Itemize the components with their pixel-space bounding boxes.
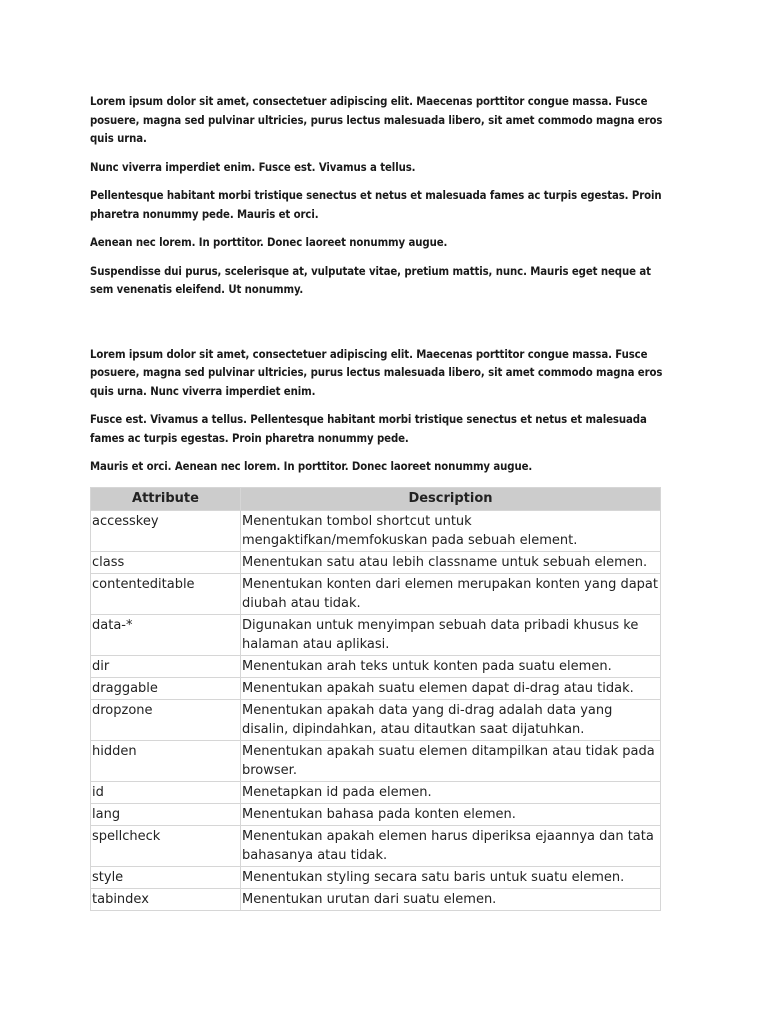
bottom-paragraphs — [90, 346, 670, 477]
paragraph: Fusce est. Vivamus a tellus. Pellentesque habitant morbi tristique senectus et netus et malesuada fames ac turpis egestas. Proin pharetra nonummy pede. — [90, 413, 647, 445]
table-row — [91, 888, 661, 910]
attribute-cell: lang — [91, 803, 241, 825]
section-spacer — [90, 310, 670, 346]
column-header-description: Description — [241, 487, 661, 510]
attribute-table — [90, 487, 661, 911]
description-cell: Digunakan untuk menyimpan sebuah data pribadi khusus ke halaman atau aplikasi. — [241, 614, 661, 655]
attribute-cell: hidden — [91, 740, 241, 781]
attribute-cell: accesskey — [91, 510, 241, 551]
table-row — [91, 699, 661, 740]
document-page — [90, 93, 670, 911]
attribute-cell: dir — [91, 655, 241, 677]
description-cell: Menentukan apakah elemen harus diperiksa ejaannya dan tata bahasanya atau tidak. — [241, 825, 661, 866]
description-cell: Menentukan apakah suatu elemen ditampilkan atau tidak pada browser. — [241, 740, 661, 781]
table-row — [91, 614, 661, 655]
attribute-cell: tabindex — [91, 888, 241, 910]
paragraph: Lorem ipsum dolor sit amet, consectetuer adipiscing elit. Maecenas porttitor congue massa. Fusce posuere, magna sed pulvinar ultricies, purus lectus malesuada libero, sit amet commodo magna eros quis urna. Nunc viverra imperdiet enim. — [90, 347, 663, 398]
attribute-cell: contenteditable — [91, 573, 241, 614]
column-header-attribute: Attribute — [91, 487, 241, 510]
description-cell: Menetapkan id pada elemen. — [241, 781, 661, 803]
attribute-cell: dropzone — [91, 699, 241, 740]
description-cell: Menentukan bahasa pada konten elemen. — [241, 803, 661, 825]
paragraph: Pellentesque habitant morbi tristique senectus et netus et malesuada fames ac turpis egestas. Proin pharetra nonummy pede. Mauris et orci. — [90, 189, 662, 221]
description-cell: Menentukan apakah suatu elemen dapat di-drag atau tidak. — [241, 677, 661, 699]
description-cell: Menentukan konten dari elemen merupakan konten yang dapat diubah atau tidak. — [241, 573, 661, 614]
paragraph: Suspendisse dui purus, scelerisque at, vulputate vitae, pretium mattis, nunc. Mauris eget neque at sem venenatis eleifend. Ut nonummy. — [90, 264, 651, 296]
paragraph: Mauris et orci. Aenean nec lorem. In porttitor. Donec laoreet nonummy augue. — [90, 460, 533, 473]
table-row — [91, 740, 661, 781]
paragraph: Nunc viverra imperdiet enim. Fusce est. Vivamus a tellus. — [90, 160, 416, 174]
attribute-cell: class — [91, 551, 241, 573]
table-row — [91, 655, 661, 677]
paragraph: Lorem ipsum dolor sit amet, consectetuer adipiscing elit. Maecenas porttitor congue massa. Fusce posuere, magna sed pulvinar ultricies, purus lectus malesuada libero, sit amet commodo magna eros quis urna. — [90, 95, 663, 145]
attribute-cell: style — [91, 866, 241, 888]
table-row — [91, 510, 661, 551]
table-row — [91, 803, 661, 825]
table-row — [91, 677, 661, 699]
description-cell: Menentukan styling secara satu baris untuk suatu elemen. — [241, 866, 661, 888]
attribute-cell: draggable — [91, 677, 241, 699]
table-row — [91, 573, 661, 614]
top-paragraphs — [90, 93, 670, 300]
description-cell: Menentukan satu atau lebih classname untuk sebuah elemen. — [241, 551, 661, 573]
attribute-cell: data-* — [91, 614, 241, 655]
description-cell: Menentukan apakah data yang di-drag adalah data yang disalin, dipindahkan, atau ditautkan saat dijatuhkan. — [241, 699, 661, 740]
table-row — [91, 866, 661, 888]
description-cell: Menentukan tombol shortcut untuk mengaktifkan/memfokuskan pada sebuah element. — [241, 510, 661, 551]
paragraph: Aenean nec lorem. In porttitor. Donec laoreet nonummy augue. — [90, 236, 448, 249]
attribute-cell: spellcheck — [91, 825, 241, 866]
table-row — [91, 551, 661, 573]
table-row — [91, 825, 661, 866]
attribute-cell: id — [91, 781, 241, 803]
description-cell: Menentukan arah teks untuk konten pada suatu elemen. — [241, 655, 661, 677]
description-cell: Menentukan urutan dari suatu elemen. — [241, 888, 661, 910]
table-row — [91, 781, 661, 803]
table-header-row — [91, 487, 661, 510]
